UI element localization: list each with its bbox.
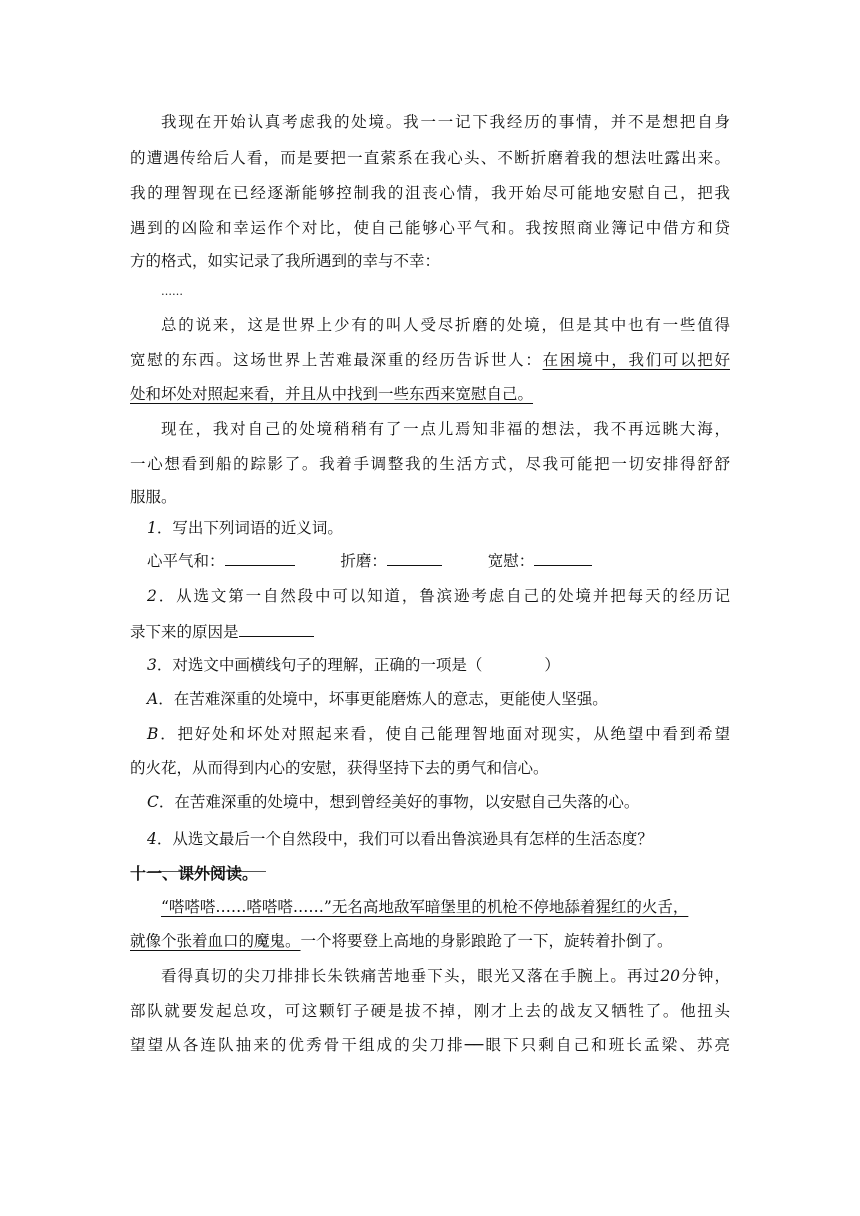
p3-line-2: 一心想看到船的踪影了。我着手调整我的生活方式，尽我可能把一切安排得舒舒 xyxy=(130,455,730,473)
option-b-text-1: ．把好处和坏处对照起来看，使自己能理智地面对现实，从绝望中看到希望 xyxy=(158,725,730,743)
option-a xyxy=(147,688,608,710)
option-c-letter: C xyxy=(147,793,159,811)
ellipsis: …… xyxy=(161,285,183,298)
p3-line-3: 服服。 xyxy=(130,488,177,506)
p1-line-1: 我现在开始认真考虑我的处境。我一一记下我经历的事情，并不是想把自身 xyxy=(161,113,730,131)
option-b-line-2: 的火花，从而得到内心的安慰，获得坚持下去的勇气和信心。 xyxy=(130,759,549,777)
twenty-number: 20 xyxy=(660,967,681,985)
answer-blank-2[interactable] xyxy=(387,549,442,566)
option-a-letter: A xyxy=(147,690,159,708)
p2-line-1: 总的说来，这是世界上少有的叫人受尽折磨的处境，但是其中也有一些值得 xyxy=(161,316,730,334)
p1-line-4: 遇到的凶险和幸运作个对比，使自己能够心平气和。我按照商业簿记中借方和贷 xyxy=(130,219,730,237)
question-2-line-1 xyxy=(147,585,730,607)
question-1 xyxy=(147,517,343,539)
p2-line-2 xyxy=(130,349,730,371)
question-1-number: 1 xyxy=(147,519,157,537)
s11-underlined-2: 就像个张着血口的魔鬼。 xyxy=(130,932,301,950)
option-b-letter: B xyxy=(147,725,159,743)
p2-line-3 xyxy=(130,383,533,405)
q1-item-label-1: 心平气和： xyxy=(147,552,225,570)
question-3: 3．对选文中画横线句子的理解，正确的一项是（ ） xyxy=(147,656,560,674)
p1-line-2: 的遭遇传给后人看，而是要把一直萦系在我心头、不断折磨着我的想法吐露出来。 xyxy=(130,149,730,167)
question-2-number: 2 xyxy=(147,587,157,605)
question-2-line-2 xyxy=(130,620,314,643)
s11-line-3: 看得真切的尖刀排排长朱铁痛苦地垂下头，眼光又落在手腕上。再过20分钟， xyxy=(161,967,730,985)
s11-line-2-plain: 一个将要登上高地的身影踉跄了一下，旋转着扑倒了。 xyxy=(300,932,673,950)
s11-line-2 xyxy=(130,930,730,952)
s11-line-1 xyxy=(161,896,730,918)
s11-line-4: 部队就要发起总攻，可这颗钉子硬是拔不掉，刚才上去的战友又牺牲了。他扭头 xyxy=(130,1002,730,1020)
option-b-line-1 xyxy=(147,723,730,745)
p3-line-1: 现在，我对自己的处境稍稍有了一点儿焉知非福的想法，我不再远眺大海， xyxy=(161,420,730,438)
question-4 xyxy=(147,828,653,850)
s11-line-5: 望望从各连队抽来的优秀骨干组成的尖刀排──眼下只剩自己和班长孟梁、苏亮 xyxy=(130,1036,730,1054)
option-c xyxy=(147,791,639,813)
question-2-text-1: ．从选文第一自然段中可以知道，鲁滨逊考虑自己的处境并把每天的经历记 xyxy=(156,587,730,605)
q1-item-label-3: 宽慰： xyxy=(487,552,535,570)
option-a-text: ．在苦难深重的处境中，坏事更能磨炼人的意志，更能使人坚强。 xyxy=(158,690,608,708)
q1-item-label-2: 折磨： xyxy=(340,552,387,570)
underlined-sentence-part-2: 处和坏处对照起来看，并且从中找到一些东西来宽慰自己。 xyxy=(130,385,534,403)
p2-line-2-plain: 宽慰的东西。这场世界上苦难最深重的经历告诉世人： xyxy=(130,351,543,369)
p1-line-3: 我的理智现在已经逐渐能够控制我的沮丧心情，我开始尽可能地安慰自己，把我 xyxy=(130,184,730,202)
question-1-items xyxy=(147,549,592,572)
question-2-text-2: 录下来的原因是 xyxy=(130,623,239,641)
underlined-sentence-part-1: 在困境中，我们可以把好 xyxy=(542,351,730,369)
question-3-number: 3 xyxy=(147,656,157,674)
answer-blank-1[interactable] xyxy=(225,549,295,566)
answer-blank-4[interactable] xyxy=(239,620,314,637)
question-1-text: ．写出下列词语的近义词。 xyxy=(156,519,343,537)
section-11-heading: 十一、课外阅读。 xyxy=(130,864,259,883)
option-c-text: ．在苦难深重的处境中，想到曾经美好的事物，以安慰自己失落的心。 xyxy=(158,793,640,811)
answer-blank-3[interactable] xyxy=(534,549,592,566)
question-3-text: ．对选文中画横线句子的理解，正确的一项是（ xyxy=(156,656,483,674)
p1-line-5: 方的格式，如实记录了我所遇到的幸与不幸： xyxy=(130,252,441,270)
s11-underlined-1: “嗒嗒嗒……嗒嗒嗒……”无名高地敌军暗堡里的机枪不停地舔着猩红的火舌， xyxy=(161,898,689,916)
question-4-number: 4 xyxy=(147,830,157,848)
question-4-text: ．从选文最后一个自然段中，我们可以看出鲁滨逊具有怎样的生活态度？ xyxy=(156,830,653,848)
